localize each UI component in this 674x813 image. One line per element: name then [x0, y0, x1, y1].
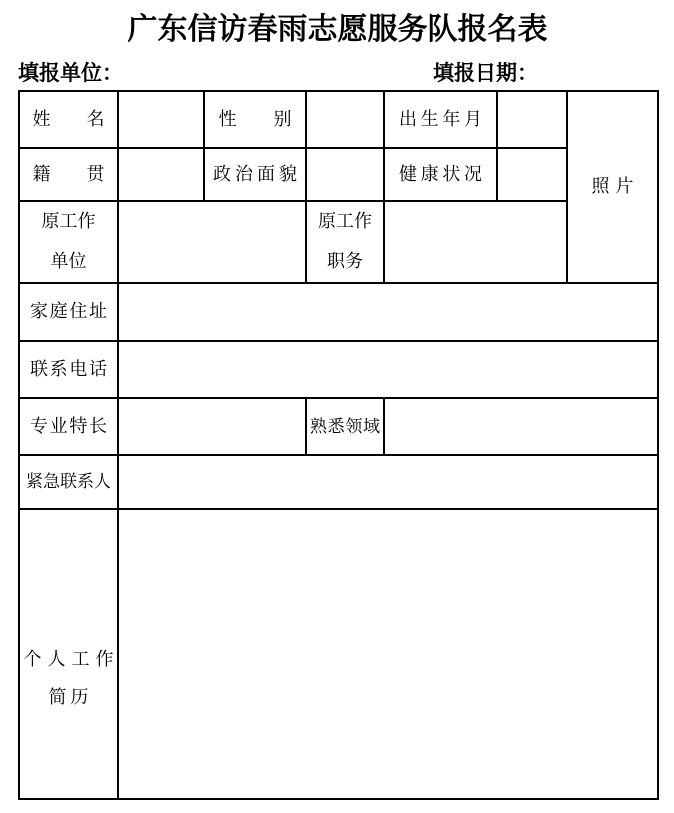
form-page — [0, 12, 674, 813]
former-unit-label-line1: 原工作 — [41, 211, 96, 232]
birth-date-value-cell[interactable] — [497, 91, 567, 148]
fill-unit-field — [18, 60, 133, 87]
birth-date-label-cell — [384, 91, 497, 148]
home-address-label: 家庭住址 — [30, 301, 107, 322]
phone-value-cell[interactable] — [118, 341, 658, 398]
former-unit-label-line2: 单位 — [50, 251, 87, 272]
native-place-value-cell[interactable] — [118, 148, 204, 201]
emergency-contact-label: 紧急联系人 — [26, 472, 111, 492]
work-resume-label-line2: 简历 — [48, 687, 93, 708]
political-status-label-cell — [204, 148, 306, 201]
work-resume-label-cell — [19, 509, 118, 799]
fill-date-label: 填报日期： — [433, 61, 538, 85]
former-post-label-cell — [306, 201, 384, 283]
political-status-label: 政治面貌 — [213, 163, 297, 185]
former-post-label-line1: 原工作 — [318, 211, 372, 232]
home-address-label-cell — [19, 283, 118, 341]
registration-form-table — [18, 90, 659, 800]
native-place-label: 籍贯 — [32, 163, 105, 185]
emergency-contact-label-cell — [19, 455, 118, 509]
fill-unit-label: 填报单位： — [18, 61, 123, 85]
former-post-label-line2: 职务 — [327, 251, 363, 272]
familiar-field-label-cell — [306, 398, 384, 455]
home-address-value-cell[interactable] — [118, 283, 658, 341]
work-resume-label — [20, 641, 117, 717]
meta-row — [18, 60, 657, 87]
work-resume-value-cell[interactable] — [118, 509, 658, 799]
work-resume-label-line1: 个人工作 — [23, 649, 114, 670]
specialty-label: 专业特长 — [30, 415, 107, 437]
photo-label: 照片 — [591, 176, 634, 197]
health-status-label-cell — [384, 148, 497, 201]
gender-label: 性别 — [218, 108, 292, 130]
health-status-value-cell[interactable] — [497, 148, 567, 201]
native-place-label-cell — [19, 148, 118, 201]
phone-label-cell — [19, 341, 118, 398]
name-label: 姓名 — [32, 108, 105, 130]
photo-cell[interactable] — [567, 91, 658, 283]
former-unit-label-cell — [19, 201, 118, 283]
phone-label: 联系电话 — [30, 358, 107, 380]
birth-date-label: 出生年月 — [399, 108, 482, 130]
former-post-value-cell[interactable] — [384, 201, 567, 283]
gender-label-cell — [204, 91, 306, 148]
political-status-value-cell[interactable] — [306, 148, 384, 201]
page-title: 广东信访春雨志愿服务队报名表 — [127, 12, 548, 47]
name-label-cell — [19, 91, 118, 148]
fill-date-field — [433, 60, 548, 87]
specialty-label-cell — [19, 398, 118, 455]
gender-value-cell[interactable] — [306, 91, 384, 148]
health-status-label: 健康状况 — [399, 163, 482, 185]
familiar-field-label: 熟悉领域 — [310, 416, 380, 437]
former-unit-value-cell[interactable] — [118, 201, 306, 283]
specialty-value-cell[interactable] — [118, 398, 306, 455]
familiar-field-value-cell[interactable] — [384, 398, 658, 455]
emergency-contact-value-cell[interactable] — [118, 455, 658, 509]
name-value-cell[interactable] — [118, 91, 204, 148]
